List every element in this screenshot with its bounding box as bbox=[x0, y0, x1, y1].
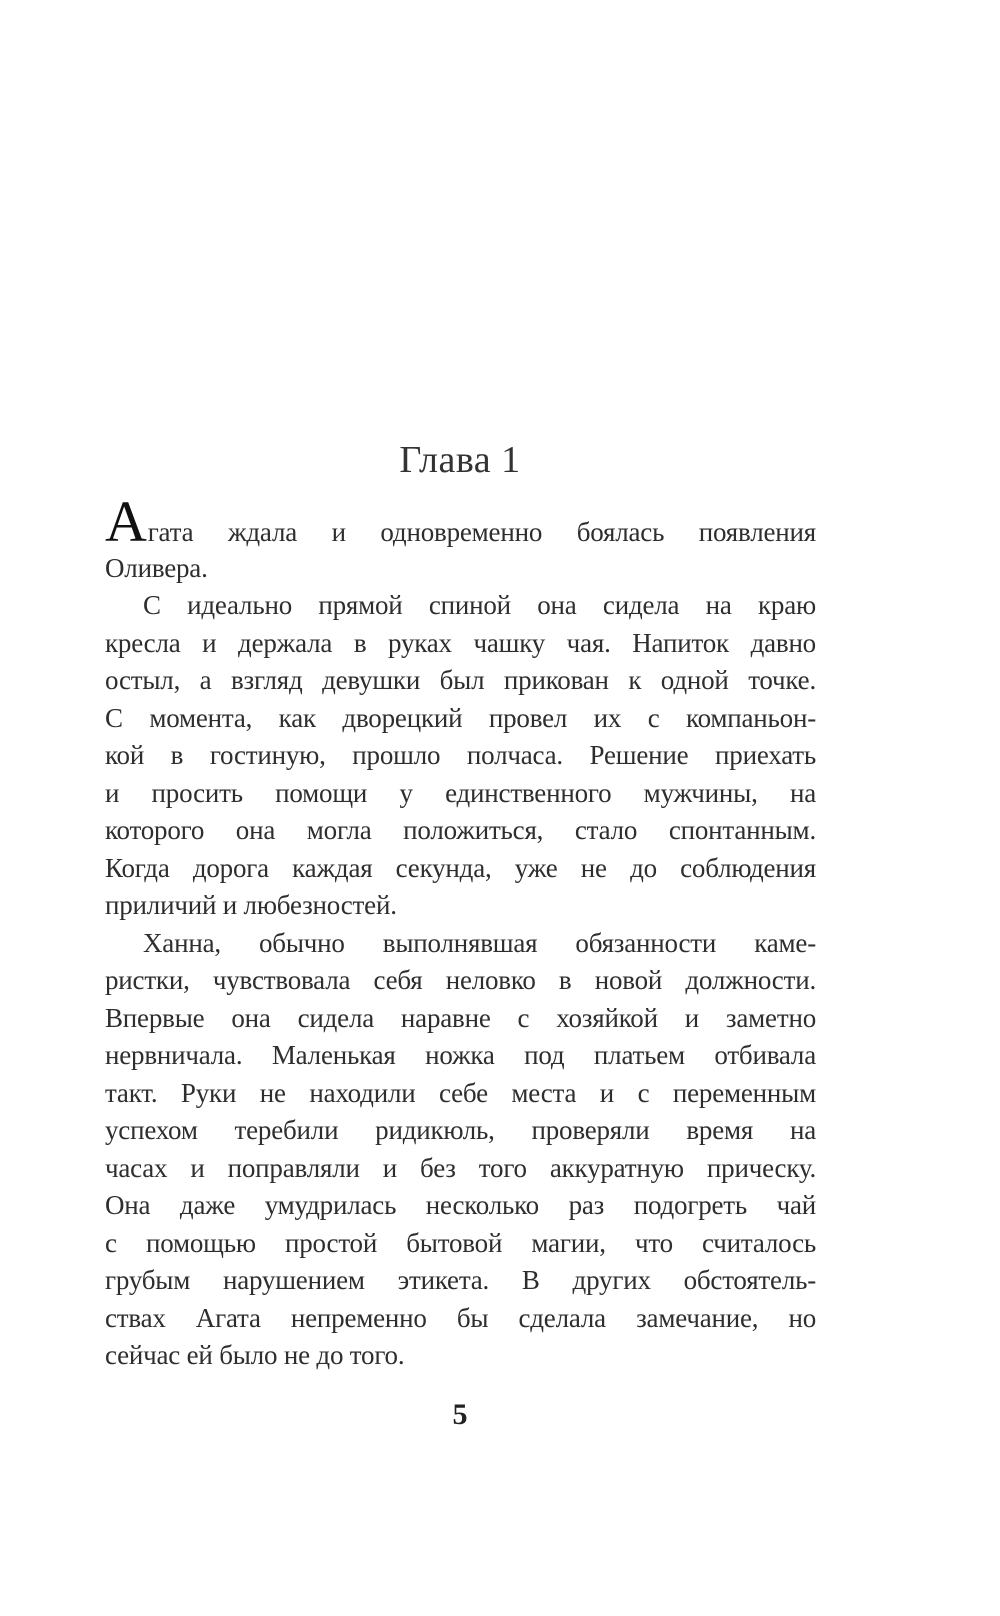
line-text: кой в гостиную, прошло полчаса. Решение приехать bbox=[105, 740, 816, 770]
chapter-title: Глава 1 bbox=[399, 439, 521, 481]
line-text: с помощью простой бытовой магии, что считалось bbox=[105, 1227, 816, 1258]
line-text: ристки, чувствовала себя неловко в новой должности. bbox=[105, 965, 816, 995]
text-line bbox=[105, 1262, 816, 1300]
text-line bbox=[105, 625, 816, 663]
chapter-body bbox=[105, 489, 816, 1375]
text-line bbox=[105, 1337, 816, 1375]
text-line bbox=[105, 887, 816, 925]
text-line bbox=[105, 1187, 816, 1225]
text-line bbox=[105, 737, 816, 775]
text-line bbox=[105, 489, 816, 554]
page-number: 5 bbox=[452, 1398, 468, 1431]
line-text: которого она могла положиться, стало спонтанным. bbox=[105, 815, 816, 845]
text-line bbox=[105, 1225, 816, 1263]
line-text: Ханна, обычно выполнявшая обязанности каме- bbox=[143, 927, 816, 958]
text-line bbox=[105, 550, 816, 588]
line-text: кресла и держала в руках чашку чая. Напиток давно bbox=[105, 627, 816, 658]
line-text: Она даже умудрилась несколько раз подогреть чай bbox=[105, 1190, 816, 1220]
text-line bbox=[105, 1037, 816, 1075]
drop-cap: А bbox=[105, 489, 147, 554]
line-text: успехом теребили ридикюль, проверяли время на bbox=[105, 1115, 816, 1145]
text-line bbox=[105, 1112, 816, 1150]
line-text: Оливера. bbox=[105, 552, 208, 583]
line-text: С момента, как дворецкий провел их с компаньон- bbox=[105, 702, 816, 733]
line-text: остыл, а взгляд девушки был прикован к одной точке. bbox=[105, 665, 816, 695]
text-line bbox=[105, 1300, 816, 1338]
line-text: приличий и любезностей. bbox=[105, 890, 397, 920]
line-text: и просить помощи у единственного мужчины, на bbox=[105, 777, 816, 808]
text-line bbox=[105, 1075, 816, 1113]
line-text: ствах Агата непременно бы сделала замечание, но bbox=[105, 1302, 816, 1333]
text-line bbox=[105, 587, 816, 625]
text-line bbox=[105, 812, 816, 850]
text-line bbox=[105, 1150, 816, 1188]
text-line bbox=[105, 662, 816, 700]
text-line bbox=[105, 1000, 816, 1038]
text-line bbox=[105, 700, 816, 738]
line-text: грубым нарушением этикета. В других обстоятель- bbox=[105, 1265, 816, 1295]
line-text: часах и поправляли и без того аккуратную прическу. bbox=[105, 1152, 816, 1183]
text-line bbox=[105, 775, 816, 813]
line-text: Впервые она сидела наравне с хозяйкой и заметно bbox=[105, 1002, 816, 1033]
line-text: нервничала. Маленькая ножка под платьем отбивала bbox=[105, 1040, 816, 1070]
line-text: сейчас ей было не до того. bbox=[105, 1340, 405, 1370]
line-text: гата ждала и одновременно боялась появления bbox=[147, 517, 816, 547]
line-text: С идеально прямой спиной она сидела на краю bbox=[143, 590, 816, 620]
text-line bbox=[105, 850, 816, 888]
text-line bbox=[105, 962, 816, 1000]
line-text: Когда дорога каждая секунда, уже не до соблюдения bbox=[105, 852, 816, 883]
text-line bbox=[105, 925, 816, 963]
line-text: такт. Руки не находили себе места и с переменным bbox=[105, 1077, 816, 1108]
